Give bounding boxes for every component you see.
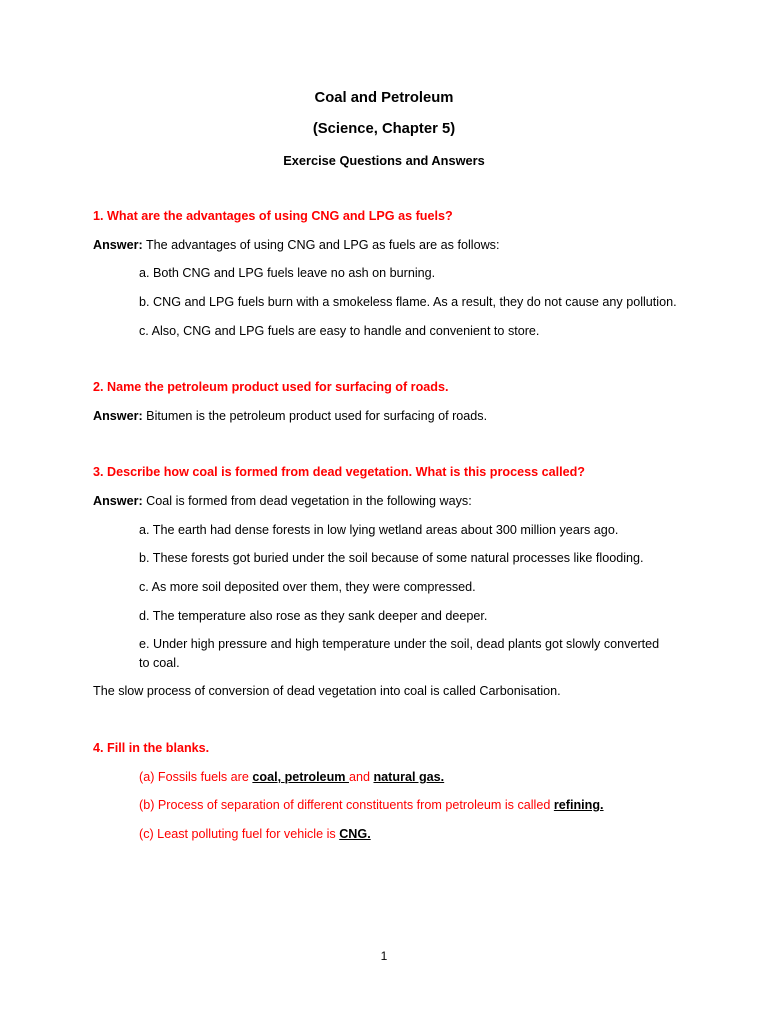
answer-3: [93, 494, 472, 508]
answer-label: Answer:: [93, 409, 143, 423]
answer-1: [93, 238, 499, 252]
answer-1-point-a: a. Both CNG and LPG fuels leave no ash on burning.: [139, 266, 436, 280]
answer-2: [93, 409, 487, 423]
fill-blank-b-prefix: (b) Process of separation of different constituents from petroleum is called: [139, 798, 554, 812]
fill-blank-a-answer-2: petroleum: [284, 770, 349, 784]
question-2: 2. Name the petroleum product used for surfacing of roads.: [93, 380, 449, 394]
question-1: 1. What are the advantages of using CNG and LPG as fuels?: [93, 209, 453, 223]
answer-3-point-e: e. Under high pressure and high temperature under the soil, dead plants got slowly converted: [139, 637, 660, 651]
fill-blank-a-answer-3: natural gas.: [373, 770, 445, 784]
answer-3-point-d: d. The temperature also rose as they sank deeper and deeper.: [139, 609, 488, 623]
section-heading: Exercise Questions and Answers: [283, 153, 485, 168]
answer-label: Answer:: [93, 238, 143, 252]
page-number: 1: [380, 949, 388, 963]
answer-3-point-e-continued: to coal.: [139, 656, 180, 670]
fill-blank-a: [139, 770, 444, 784]
answer-3-point-a: a. The earth had dense forests in low lying wetland areas about 300 million years ago.: [139, 523, 619, 537]
document-subtitle: (Science, Chapter 5): [312, 121, 456, 137]
fill-blank-a-answer-1: coal: [252, 770, 278, 784]
fill-blank-c-prefix: (c) Least polluting fuel for vehicle is: [139, 827, 340, 841]
answer-3-point-c: c. As more soil deposited over them, they were compressed.: [139, 580, 476, 594]
answer-1-point-b: b. CNG and LPG fuels burn with a smokeless flame. As a result, they do not cause any pollution.: [139, 295, 677, 309]
fill-blank-b: [139, 798, 604, 812]
question-4: 4. Fill in the blanks.: [93, 741, 210, 755]
fill-blank-a-separator-1: ,: [277, 770, 285, 784]
answer-text: Bitumen is the petroleum product used for surfacing of roads.: [142, 409, 488, 423]
answer-text: Coal is formed from dead vegetation in the following ways:: [142, 494, 472, 508]
answer-1-point-c: c. Also, CNG and LPG fuels are easy to handle and convenient to store.: [139, 324, 540, 338]
question-3: 3. Describe how coal is formed from dead vegetation. What is this process called?: [93, 465, 585, 479]
answer-label: Answer:: [93, 494, 143, 508]
document-title: Coal and Petroleum: [314, 90, 454, 106]
fill-blank-c-answer: CNG.: [339, 827, 371, 841]
fill-blank-b-answer: refining.: [553, 798, 604, 812]
fill-blank-a-separator-2: and: [348, 770, 374, 784]
fill-blank-c: [139, 827, 371, 841]
answer-text: The advantages of using CNG and LPG as fuels are as follows:: [142, 238, 500, 252]
answer-3-point-b: b. These forests got buried under the soil because of some natural processes like flooding.: [139, 551, 644, 565]
answer-3-conclusion: The slow process of conversion of dead vegetation into coal is called Carbonisation.: [93, 684, 561, 698]
fill-blank-a-prefix: (a) Fossils fuels are: [139, 770, 253, 784]
